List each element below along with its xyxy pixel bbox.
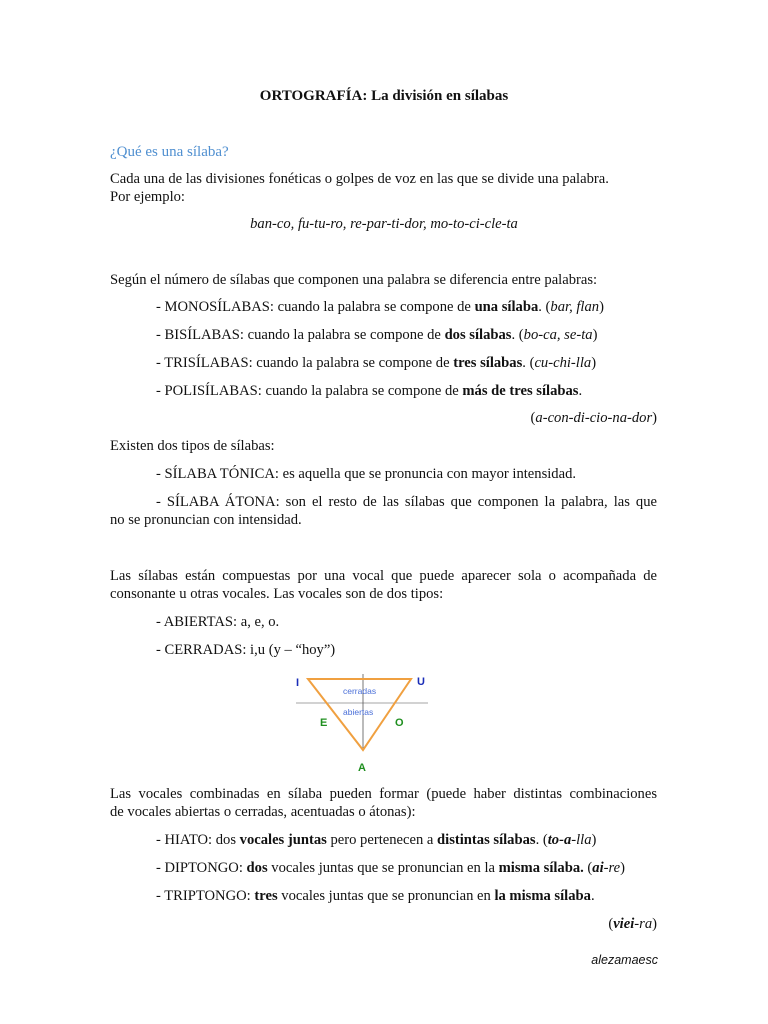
- label-A: A: [358, 762, 366, 774]
- page-title: [0, 87, 768, 105]
- silaba-tonica-item: - SÍLABA TÓNICA: es aquella que se pronuncia con mayor intensidad.: [156, 466, 577, 482]
- combination-line-1: Las vocales combinadas en sílaba pueden formar (puede haber distintas combinaciones: [110, 786, 657, 802]
- label-O: O: [395, 717, 404, 729]
- triptongo-example: (viei-ra): [608, 916, 657, 932]
- title-rest: La división en sílabas: [367, 88, 509, 104]
- cerradas-item: - CERRADAS: i,u (y – “hoy”): [156, 642, 336, 658]
- intro-line-1: Cada una de las divisiones fonéticas o golpes de voz en las que se divide una palabra.: [110, 171, 609, 187]
- signature: alezamaesc: [591, 953, 658, 967]
- combination-line-2: de vocales abiertas o cerradas, acentuadas o átonas):: [110, 804, 416, 820]
- triptongo-item: - TRIPTONGO: tres vocales juntas que se pronuncian en la misma sílaba.: [156, 888, 595, 904]
- silaba-atona-line-1: - SÍLABA ÁTONA: son el resto de las sílabas que componen la palabra, las que: [156, 494, 657, 510]
- intro-line-2: Por ejemplo:: [110, 189, 185, 205]
- polisilabas-item: - POLISÍLABAS: cuando la palabra se compone de más de tres sílabas.: [156, 383, 583, 399]
- bisilabas-item: - BISÍLABAS: cuando la palabra se compone de dos sílabas. (bo-ca, se-ta): [156, 327, 598, 343]
- diptongo-item: - DIPTONGO: dos vocales juntas que se pronuncian en la misma sílaba. (ai-re): [156, 860, 626, 876]
- label-U: U: [417, 676, 425, 688]
- monosilabas-item: - MONOSÍLABAS: cuando la palabra se compone de una sílaba. (bar, flan): [156, 299, 604, 315]
- count-intro: Según el número de sílabas que componen una palabra se diferencia entre palabras:: [110, 272, 598, 288]
- example-line: [0, 215, 768, 233]
- label-cerradas: cerradas: [343, 686, 377, 696]
- hiato-item: - HIATO: dos vocales juntas pero pertenecen a distintas sílabas. (to-a-lla): [156, 832, 597, 848]
- label-abiertas: abiertas: [343, 707, 374, 717]
- title-bold: ORTOGRAFÍA:: [259, 88, 368, 104]
- label-E: E: [320, 717, 328, 729]
- abiertas-item: - ABIERTAS: a, e, o.: [156, 614, 280, 630]
- polisilabas-example: (a-con-di-cio-na-dor): [530, 410, 657, 426]
- example-text: ban-co, fu-tu-ro, re-par-ti-dor, mo-to-ci-cle-ta: [250, 216, 518, 232]
- silaba-atona-line-2: no se pronuncian con intensidad.: [110, 512, 302, 528]
- vowels-line-2: consonante u otras vocales. Las vocales son de dos tipos:: [110, 586, 444, 602]
- section-heading: ¿Qué es una sílaba?: [110, 144, 229, 160]
- label-I: I: [296, 677, 300, 689]
- vowel-triangle-diagram: [288, 668, 438, 776]
- types-intro: Existen dos tipos de sílabas:: [110, 438, 275, 454]
- vowels-line-1: Las sílabas están compuestas por una vocal que puede aparecer sola o acompañada de: [110, 568, 657, 584]
- trisilabas-item: - TRISÍLABAS: cuando la palabra se compone de tres sílabas. (cu-chi-lla): [156, 355, 597, 371]
